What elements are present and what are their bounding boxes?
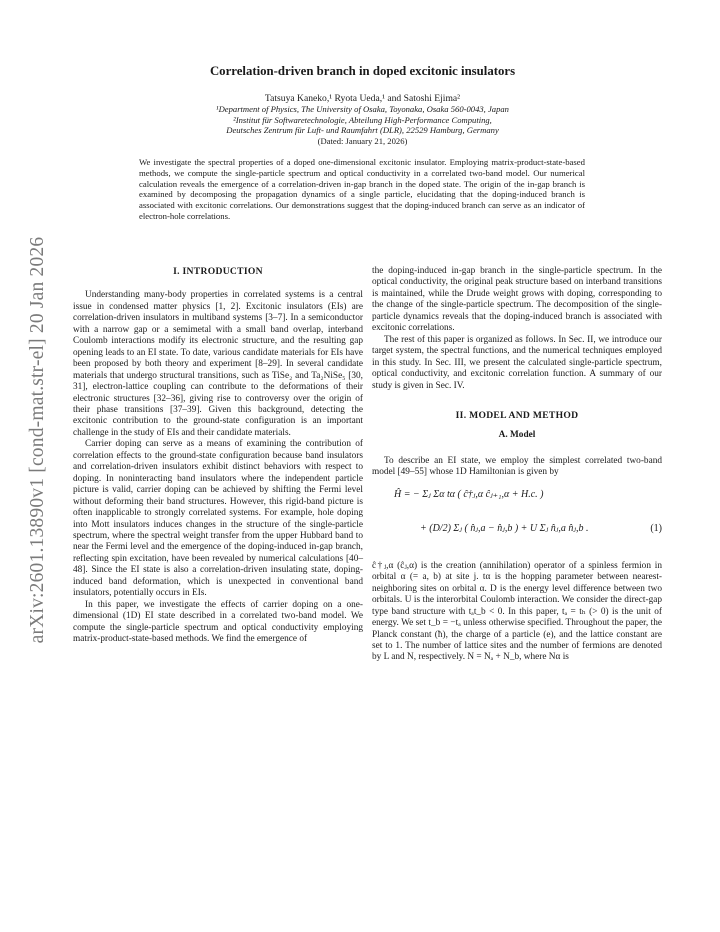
- section-heading-introduction: I. INTRODUCTION: [173, 266, 263, 277]
- intro-paragraph-4: the doping-induced in-gap branch in the single-particle spectrum. In the optical conductivity, the original peak structure based on interband transitions is maintained, while the Drude weight grows with doping, corresponding to the change of the single-particle spectrum. The decomposition of the single-particle dynamics reveals that the doping-induced branch is associated with excitonic correlations.: [372, 266, 662, 334]
- affiliation-3: Deutsches Zentrum für Luft- und Raumfahrt (DLR), 22529 Hamburg, Germany: [226, 125, 499, 136]
- model-paragraph-1: To describe an EI state, we employ the simplest correlated two-band model [49–55] whose 1D Hamiltonian is given by: [372, 455, 662, 478]
- intro-paragraph-1: Understanding many-body properties in correlated systems is a central issue in condensed matter physics [1, 2]. Excitonic insulators (EIs) are correlation-driven insulators in multiband systems [3–7]. In a semiconductor with a narrow gap or a semimetal with a small band overlap, interband Coulomb interactions modify its electronic structure, and the resulting gap opening leads to an EI state. To date, various candidate materials for EIs have been proposed by both theory and experiment [8–29]. In several candidate materials that undergo structural transitions, such as TiSe₂ and Ta₂NiSe₅ [30, 31], electron-lattice coupling can contribute to the deformations of their electronic structures [32–36], giving rise to controversy over the origin of their phase transitions [37–39]. Given this background, detecting the excitonic contribution to the ground-state configuration is an important challenge in the study of EIs and their candidate materials.: [73, 290, 363, 438]
- affiliations: [80, 104, 645, 146]
- author-list: Tatsuya Kaneko,¹ Ryota Ueda,¹ and Satoshi Ejima²: [264, 93, 461, 104]
- abstract: We investigate the spectral properties of a doped one-dimensional excitonic insulator. Employing matrix-product-state-based methods, we compute the single-particle spectrum and optical conductivity in a correlated two-band model. Our numerical calculation reveals the emergence of a correlation-driven in-gap branch in the doped state. The origin of the in-gap branch is examined by decomposing the propagation dynamics of a single particle, elucidating that the doping-induced branch is associated with excitonic correlations. Our demonstrations suggest that the doping-induced branch can serve as an indicator of electron-hole correlations.: [139, 157, 585, 221]
- equation-number: (1): [650, 522, 662, 534]
- arxiv-sidebar: [18, 225, 58, 655]
- intro-paragraph-3: In this paper, we investigate the effects of carrier doping on a one-dimensional (1D) EI state described in a correlated two-band model. We compute the single-particle spectrum and optical conductivity employing matrix-product-state-based methods. We find the emergence of: [73, 599, 363, 645]
- intro-paragraph-5: The rest of this paper is organized as follows. In Sec. II, we introduce our target system, the spectral functions, and the numerical techniques employed in this study. In Sec. III, we present the calculated single-particle spectrum, optical conductivity, and excitonic correlation function. A summary of our study is given in Sec. IV.: [372, 334, 662, 391]
- equation-hamiltonian: [372, 487, 662, 555]
- equation-line-1: Ĥ = − Σⱼ Σα tα ( ĉ†ⱼ,α ĉⱼ₊₁,α + H.c. ): [394, 488, 544, 500]
- left-column: [73, 266, 363, 646]
- equation-line-2: + (D/2) Σⱼ ( n̂ⱼ,a − n̂ⱼ,b ) + U Σⱼ n̂ⱼ,a n̂ⱼ,b .: [420, 522, 589, 534]
- affiliation-1: ¹Department of Physics, The University of Osaka, Toyonaka, Osaka 560-0043, Japan: [216, 104, 509, 114]
- arxiv-id: arXiv:2601.13890v1 [cond-mat.str-el] 20 Jan 2026: [27, 236, 48, 644]
- date-line: (Dated: January 21, 2026): [317, 135, 408, 146]
- intro-paragraph-2: Carrier doping can serve as a means of examining the contribution of correlation effects to the ground-state configuration because band insulators and correlation-driven insulators exhibit distinct behaviors with respect to doping. In noninteracting band insulators where the independent particle picture is valid, carrier doping can be achieved by shifting the Fermi level without deforming their band structures. However, this rigid-band picture is often inapplicable to strongly correlated systems. For example, hole doping into Mott insulators induces changes in the structure of the single-particle spectrum, where the spectral weight transfer from the upper Hubbard band to near the Fermi level and the emergence of the doping-induced in-gap branch, reflecting spin excitation, have been revealed by numerical calculations [40–48]. Since the EI state is also a correlation-driven insulating state, doping-induced band deformation, which is unexpected in conventional band insulators, potentially occurs in EIs.: [73, 439, 363, 599]
- model-paragraph-2: ĉ†ⱼ,α (ĉⱼ,α) is the creation (annihilation) operator of a spinless fermion in orbital α (= a, b) at site j. tα is the hopping parameter between nearest-neighboring sites on orbital α. D is the energy level difference between two orbitals. U is the interorbital Coulomb interaction. We consider the direct-gap type band structure with tₐt_b < 0. In this paper, tₐ = tₕ (> 0) is the unit of energy. We set t_b = −tₐ unless otherwise specified. Throughout the paper, the Planck constant (ħ), the charge of a particle (e), and the lattice constant are set to 1. The number of lattice sites and the number of fermions are denoted by L and N, respectively. N = Nₐ + N_b, where Nα is: [372, 560, 662, 663]
- paper-title: Correlation-driven branch in doped excitonic insulators: [209, 64, 516, 78]
- right-column: [372, 266, 662, 664]
- section-heading-model: II. MODEL AND METHOD: [455, 409, 579, 421]
- affiliation-2: ²Institut für Softwaretechnologie, Abteilung High-Performance Computing,: [233, 114, 492, 125]
- subsection-heading-model: A. Model: [498, 430, 536, 441]
